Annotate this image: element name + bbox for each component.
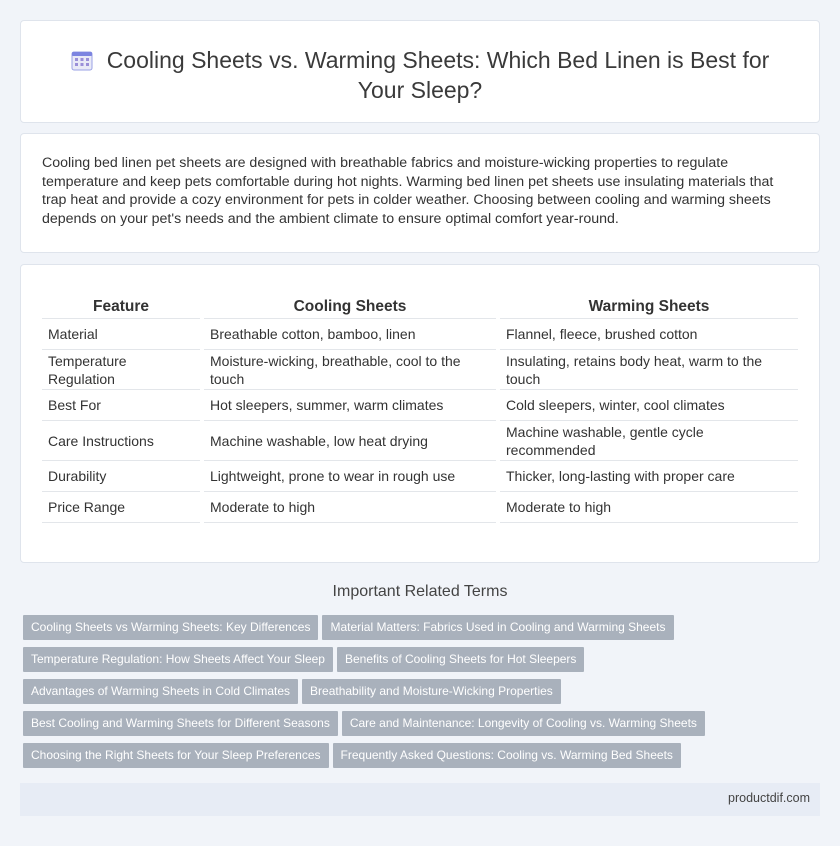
intro-paragraph: Cooling bed linen pet sheets are designed with breathable fabrics and moisture-wicking properties to regulate temperature and keep pets comfortable during hot nights. Warming bed linen pet sheets use insulating materials that trap heat and provide a cozy environment for pets in colder weather. Choosing between cooling and warming sheets depends on your pet's needs and the ambient climate to ensure optimal comfort year-round.	[42, 155, 774, 227]
table-cell: Moderate to high	[498, 492, 798, 523]
table-row	[42, 461, 798, 492]
table-cell: Care Instructions	[42, 421, 202, 461]
table-row	[42, 350, 798, 390]
table-cell: Temperature Regulation	[42, 350, 202, 390]
page-title-wrap	[61, 45, 779, 105]
table-cell: Hot sleepers, summer, warm climates	[202, 390, 498, 421]
table-cell: Price Range	[42, 492, 202, 523]
table-cell: Moderate to high	[202, 492, 498, 523]
table-row	[42, 319, 798, 350]
table-cell: Moisture-wicking, breathable, cool to the touch	[202, 350, 498, 390]
tag-row	[23, 615, 723, 647]
related-tag[interactable]: Choosing the Right Sheets for Your Sleep Preferences	[23, 743, 329, 768]
tag-row	[23, 679, 723, 711]
intro-card	[20, 133, 820, 253]
table-cell: Best For	[42, 390, 202, 421]
header-warming: Warming Sheets	[498, 296, 798, 319]
table-cell: Durability	[42, 461, 202, 492]
related-tag[interactable]: Advantages of Warming Sheets in Cold Climates	[23, 679, 298, 704]
related-tag[interactable]: Frequently Asked Questions: Cooling vs. Warming Bed Sheets	[333, 743, 681, 768]
table-cell: Flannel, fleece, brushed cotton	[498, 319, 798, 350]
table-cell: Machine washable, low heat drying	[202, 421, 498, 461]
tag-row	[23, 743, 723, 775]
title-card	[20, 20, 820, 123]
table-cell: Machine washable, gentle cycle recommended	[498, 421, 798, 461]
related-tag[interactable]: Best Cooling and Warming Sheets for Different Seasons	[23, 711, 338, 736]
table-cell: Lightweight, prone to wear in rough use	[202, 461, 498, 492]
table-cell: Breathable cotton, bamboo, linen	[202, 319, 498, 350]
related-tag[interactable]: Material Matters: Fabrics Used in Cooling and Warming Sheets	[322, 615, 673, 640]
calendar-grid-icon	[71, 48, 95, 70]
table-row	[42, 492, 798, 523]
table-row	[42, 390, 798, 421]
table-header-row	[42, 296, 798, 319]
footer-site-link[interactable]: productdif.com	[728, 791, 810, 805]
header-cooling: Cooling Sheets	[202, 296, 498, 319]
table-cell: Material	[42, 319, 202, 350]
related-tag[interactable]: Cooling Sheets vs Warming Sheets: Key Differences	[23, 615, 318, 640]
related-terms-tags	[23, 615, 723, 775]
table-cell: Cold sleepers, winter, cool climates	[498, 390, 798, 421]
related-terms-title: Important Related Terms	[332, 583, 508, 600]
comparison-table	[42, 296, 798, 523]
related-tag[interactable]: Breathability and Moisture-Wicking Properties	[302, 679, 561, 704]
table-cell: Thicker, long-lasting with proper care	[498, 461, 798, 492]
related-tag[interactable]: Benefits of Cooling Sheets for Hot Sleepers	[337, 647, 584, 672]
table-row	[42, 421, 798, 461]
tag-row	[23, 647, 723, 679]
footer	[20, 783, 820, 816]
related-tag[interactable]: Care and Maintenance: Longevity of Cooling vs. Warming Sheets	[342, 711, 705, 736]
header-feature: Feature	[42, 296, 202, 319]
page-title: Cooling Sheets vs. Warming Sheets: Which Bed Linen is Best for Your Sleep?	[106, 47, 770, 103]
tag-row	[23, 711, 723, 743]
related-tag[interactable]: Temperature Regulation: How Sheets Affect Your Sleep	[23, 647, 333, 672]
comparison-table-card	[20, 264, 820, 563]
table-cell: Insulating, retains body heat, warm to the touch	[498, 350, 798, 390]
